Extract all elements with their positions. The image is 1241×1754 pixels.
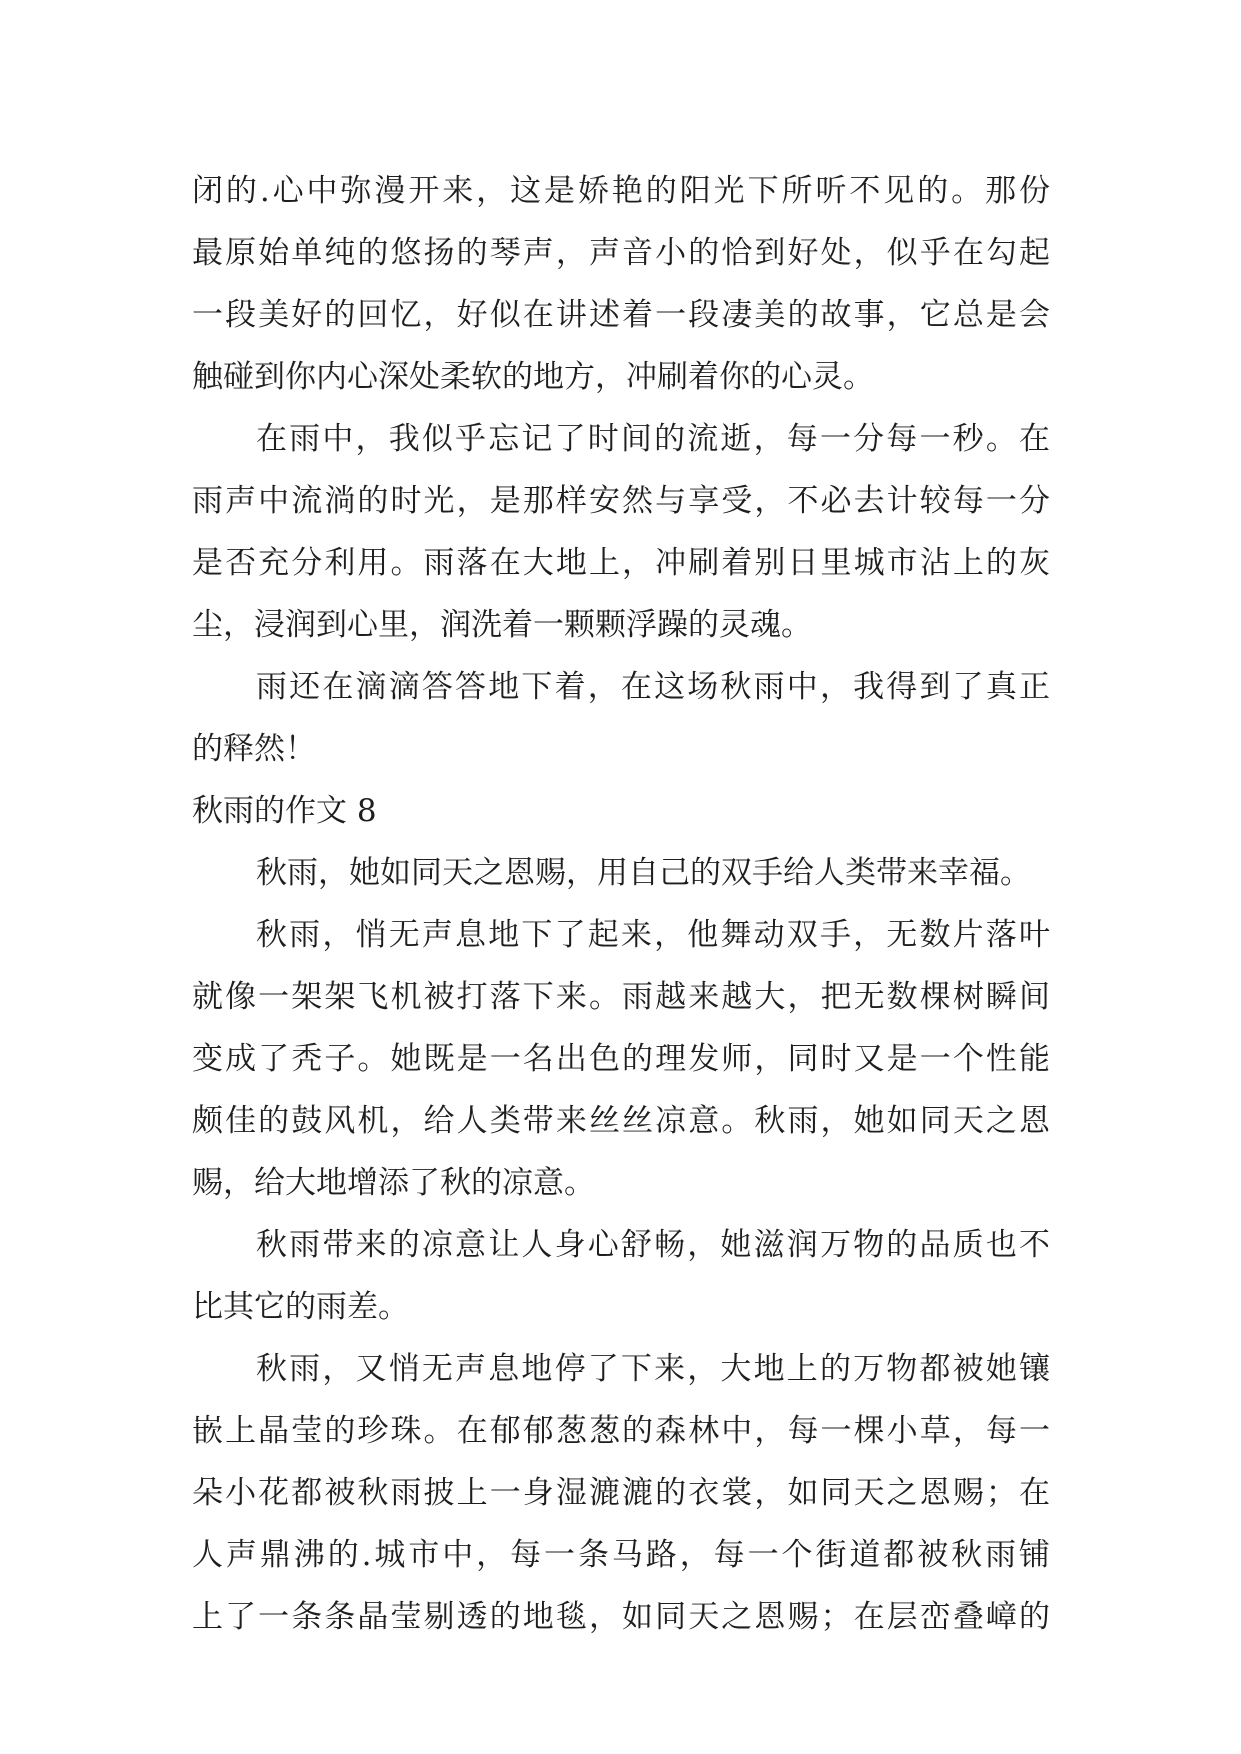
paragraph-line: 人声鼎沸的.城市中，每一条马路，每一个街道都被秋雨铺	[192, 1537, 1050, 1573]
paragraph-line: 是否充分利用。雨落在大地上，冲刷着别日里城市沾上的灰	[192, 545, 1050, 581]
paragraph-line: 最原始单纯的悠扬的琴声，声音小的恰到好处，似乎在勾起	[192, 235, 1050, 271]
paragraph-line: 尘，浸润到心里，润洗着一颗颗浮躁的灵魂。	[192, 607, 812, 643]
paragraph-line: 一段美好的回忆，好似在讲述着一段凄美的故事，它总是会	[192, 297, 1050, 333]
paragraph-line: 颇佳的鼓风机，给人类带来丝丝凉意。秋雨，她如同天之恩	[192, 1103, 1050, 1139]
paragraph-line: 雨声中流淌的时光，是那样安然与享受，不必去计较每一分	[192, 483, 1050, 519]
section-heading: 秋雨的作文 8	[192, 793, 377, 829]
paragraph-line: 秋雨，她如同天之恩赐，用自己的双手给人类带来幸福。	[256, 855, 1031, 891]
paragraph-line: 比其它的雨差。	[192, 1289, 409, 1325]
paragraph-line: 雨还在滴滴答答地下着，在这场秋雨中，我得到了真正	[256, 669, 1050, 705]
paragraph-line: 秋雨，悄无声息地下了起来，他舞动双手，无数片落叶	[256, 917, 1050, 953]
paragraph-line: 朵小花都被秋雨披上一身湿漉漉的衣裳，如同天之恩赐；在	[192, 1475, 1050, 1511]
paragraph-line: 的释然！	[192, 731, 316, 767]
paragraph-line: 就像一架架飞机被打落下来。雨越来越大，把无数棵树瞬间	[192, 979, 1050, 1015]
paragraph-line: 秋雨，又悄无声息地停了下来，大地上的万物都被她镶	[256, 1351, 1050, 1387]
paragraph-line: 上了一条条晶莹剔透的地毯，如同天之恩赐；在层峦叠嶂的	[192, 1599, 1050, 1635]
paragraph-line: 嵌上晶莹的珍珠。在郁郁葱葱的森林中，每一棵小草，每一	[192, 1413, 1050, 1449]
paragraph-line: 闭的.心中弥漫开来，这是娇艳的阳光下所听不见的。那份	[192, 173, 1050, 209]
paragraph-line: 在雨中，我似乎忘记了时间的流逝，每一分每一秒。在	[256, 421, 1050, 457]
paragraph-line: 秋雨带来的凉意让人身心舒畅，她滋润万物的品质也不	[256, 1227, 1050, 1263]
paragraph-line: 赐，给大地增添了秋的凉意。	[192, 1165, 595, 1201]
paragraph-line: 触碰到你内心深处柔软的地方，冲刷着你的心灵。	[192, 359, 874, 395]
paragraph-line: 变成了秃子。她既是一名出色的理发师，同时又是一个性能	[192, 1041, 1050, 1077]
document-body	[192, 160, 1050, 1648]
